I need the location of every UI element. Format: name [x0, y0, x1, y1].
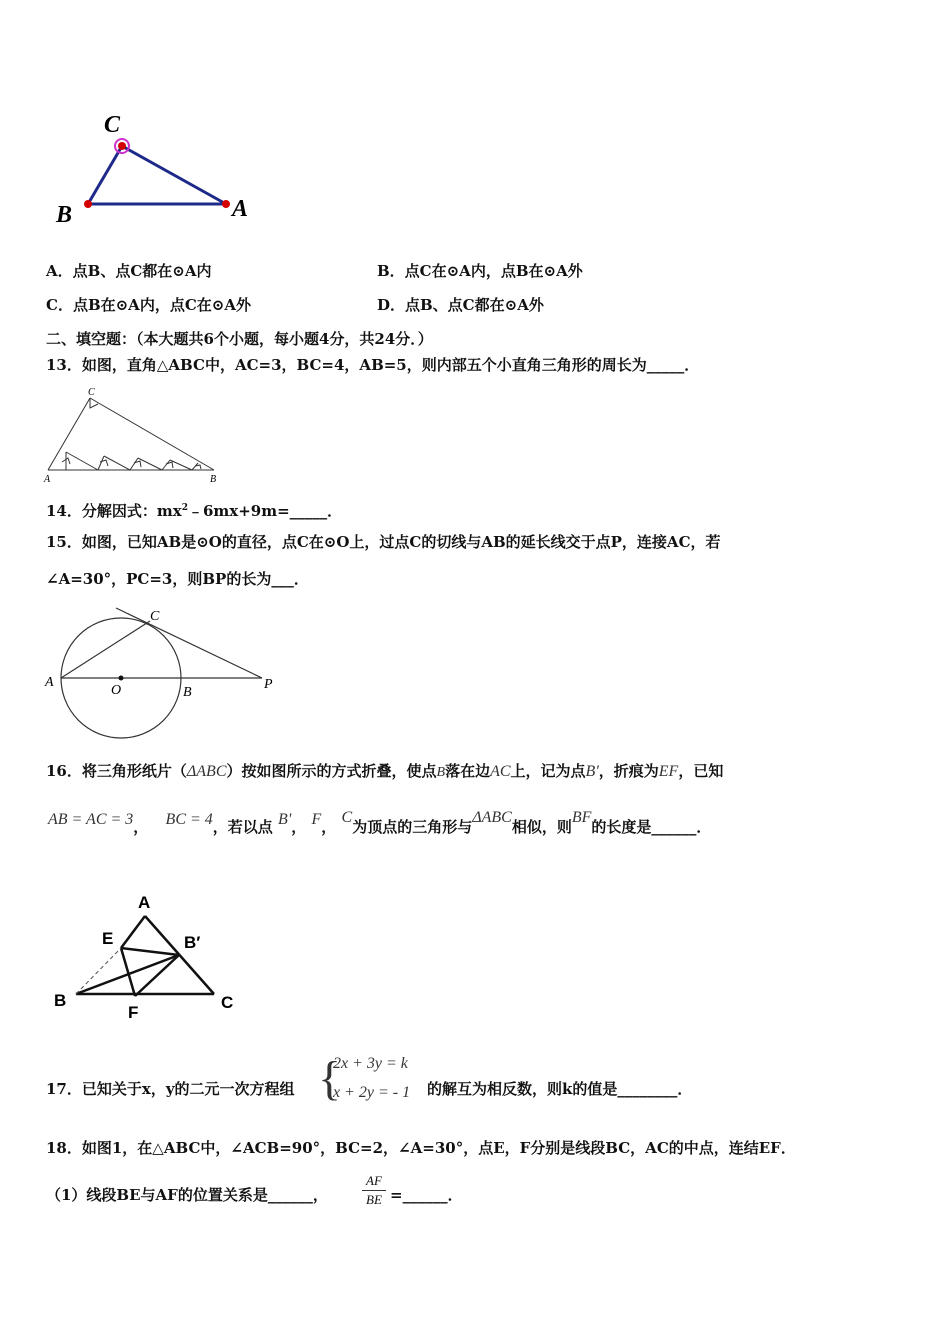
- q16-label-bprime: B′: [184, 933, 201, 952]
- q17-suffix: 的解互为相反数，则k的值是________．: [427, 1080, 693, 1098]
- q15-label-a: A: [45, 675, 54, 690]
- q14-suffix: ﹣6mx+9m=_____．: [187, 502, 343, 520]
- q16-l2-t2: 为顶点的三角形与: [352, 818, 473, 836]
- q16-l2-m5: C: [341, 809, 353, 826]
- q17-eq2: x + 2y = - 1: [333, 1084, 411, 1101]
- option-b: B．点C在⊙A内，点B在⊙A外: [377, 262, 583, 280]
- q16-label-b: B: [54, 991, 67, 1010]
- question-18: 18．如图1，在△ABC中，∠ACB=90°，BC=2，∠A=30°，点E，F分别是线段BC，AC的中点，连结EF．: [46, 1139, 796, 1157]
- question-15-line2: ∠A=30°，PC=3，则BP的长为___．: [46, 570, 309, 588]
- q16-l2-m1: AB = AC = 3: [48, 811, 134, 828]
- q16-l1-a: 16．将三角形纸片（: [46, 762, 187, 780]
- q18-sub1-a: （1）线段BE与AF的位置关系是______，: [46, 1186, 328, 1204]
- q15-label-o: O: [111, 683, 122, 698]
- option-d: D．点B、点C都在⊙A外: [377, 296, 544, 314]
- q16-l2-t1: ，若以点: [212, 818, 273, 836]
- q18-frac-bar: [362, 1190, 386, 1191]
- q18-fraction: [362, 1173, 386, 1208]
- q16-l1-e: ，折痕为: [598, 762, 659, 780]
- q16-l1-m4: B': [585, 763, 599, 780]
- question-13: 13．如图，直角△ABC中，AC=3，BC=4，AB=5，则内部五个小直角三角形的周长为_____．: [46, 356, 700, 374]
- q16-l2-m3: B': [278, 811, 292, 828]
- q13-label-c: C: [88, 387, 95, 398]
- q13-label-a: A: [44, 474, 51, 485]
- q16-l2-s2: ，: [291, 818, 307, 836]
- q16-l1-m2: B: [436, 765, 446, 780]
- q16-l1-m3: AC: [490, 763, 511, 780]
- q18-frac-num: AF: [366, 1173, 382, 1188]
- fig-abc-label-c: C: [104, 112, 121, 138]
- q16-l2-m6: ΔABC: [472, 809, 512, 826]
- q14-prefix: 14．分解因式：mx: [46, 502, 182, 520]
- question-15-line1: 15．如图，已知AB是⊙O的直径，点C在⊙O上，过点C的切线与AB的延长线交于点P，连接AC，若: [46, 533, 721, 551]
- q15-label-c: C: [150, 609, 160, 624]
- q16-l2-t3: 相似，则: [511, 818, 572, 836]
- q17-eq1: 2x + 3y = k: [333, 1055, 408, 1072]
- option-a: A．点B、点C都在⊙A内: [46, 262, 212, 280]
- q14-exponent: 2: [181, 503, 188, 513]
- q15-label-p: P: [264, 677, 273, 692]
- q16-l2-t4: 的长度是______．: [591, 818, 712, 836]
- q16-label-e: E: [102, 929, 114, 948]
- q16-label-c: C: [221, 993, 234, 1012]
- q16-l2-m2: BC = 4: [165, 811, 213, 828]
- q16-l1-m5: EF: [658, 763, 679, 780]
- q16-l2-m4: F: [311, 811, 322, 828]
- q13-label-b: B: [210, 474, 217, 485]
- q18-sub1-b: =______．: [390, 1186, 463, 1204]
- q16-l2-s3: ，: [321, 818, 337, 836]
- fig-abc-label-a: A: [232, 196, 249, 222]
- fig-abc-label-b: B: [56, 202, 73, 228]
- q16-l1-c: 落在边: [445, 762, 491, 780]
- q16-l1-m1: ΔABC: [186, 763, 227, 780]
- q16-label-f: F: [128, 1003, 139, 1022]
- q16-l2-m7: BF: [571, 809, 592, 826]
- q16-l1-f: ，已知: [678, 762, 724, 780]
- q16-l1-d: 上，记为点: [510, 762, 586, 780]
- q17-prefix: 17．已知关于x，y的二元一次方程组: [46, 1080, 295, 1098]
- q16-label-a: A: [138, 893, 151, 912]
- q18-frac-den: BE: [366, 1192, 382, 1207]
- option-c: C．点B在⊙A内，点C在⊙A外: [46, 296, 251, 314]
- q16-l2-s1: ，: [133, 818, 149, 836]
- section-heading: 二、填空题：（本大题共6个小题，每小题4分，共24分．）: [46, 330, 433, 348]
- q15-label-b: B: [183, 685, 192, 700]
- q16-l1-b: ）按如图所示的方式折叠，使点: [226, 762, 437, 780]
- q17-brace: {: [318, 1052, 342, 1105]
